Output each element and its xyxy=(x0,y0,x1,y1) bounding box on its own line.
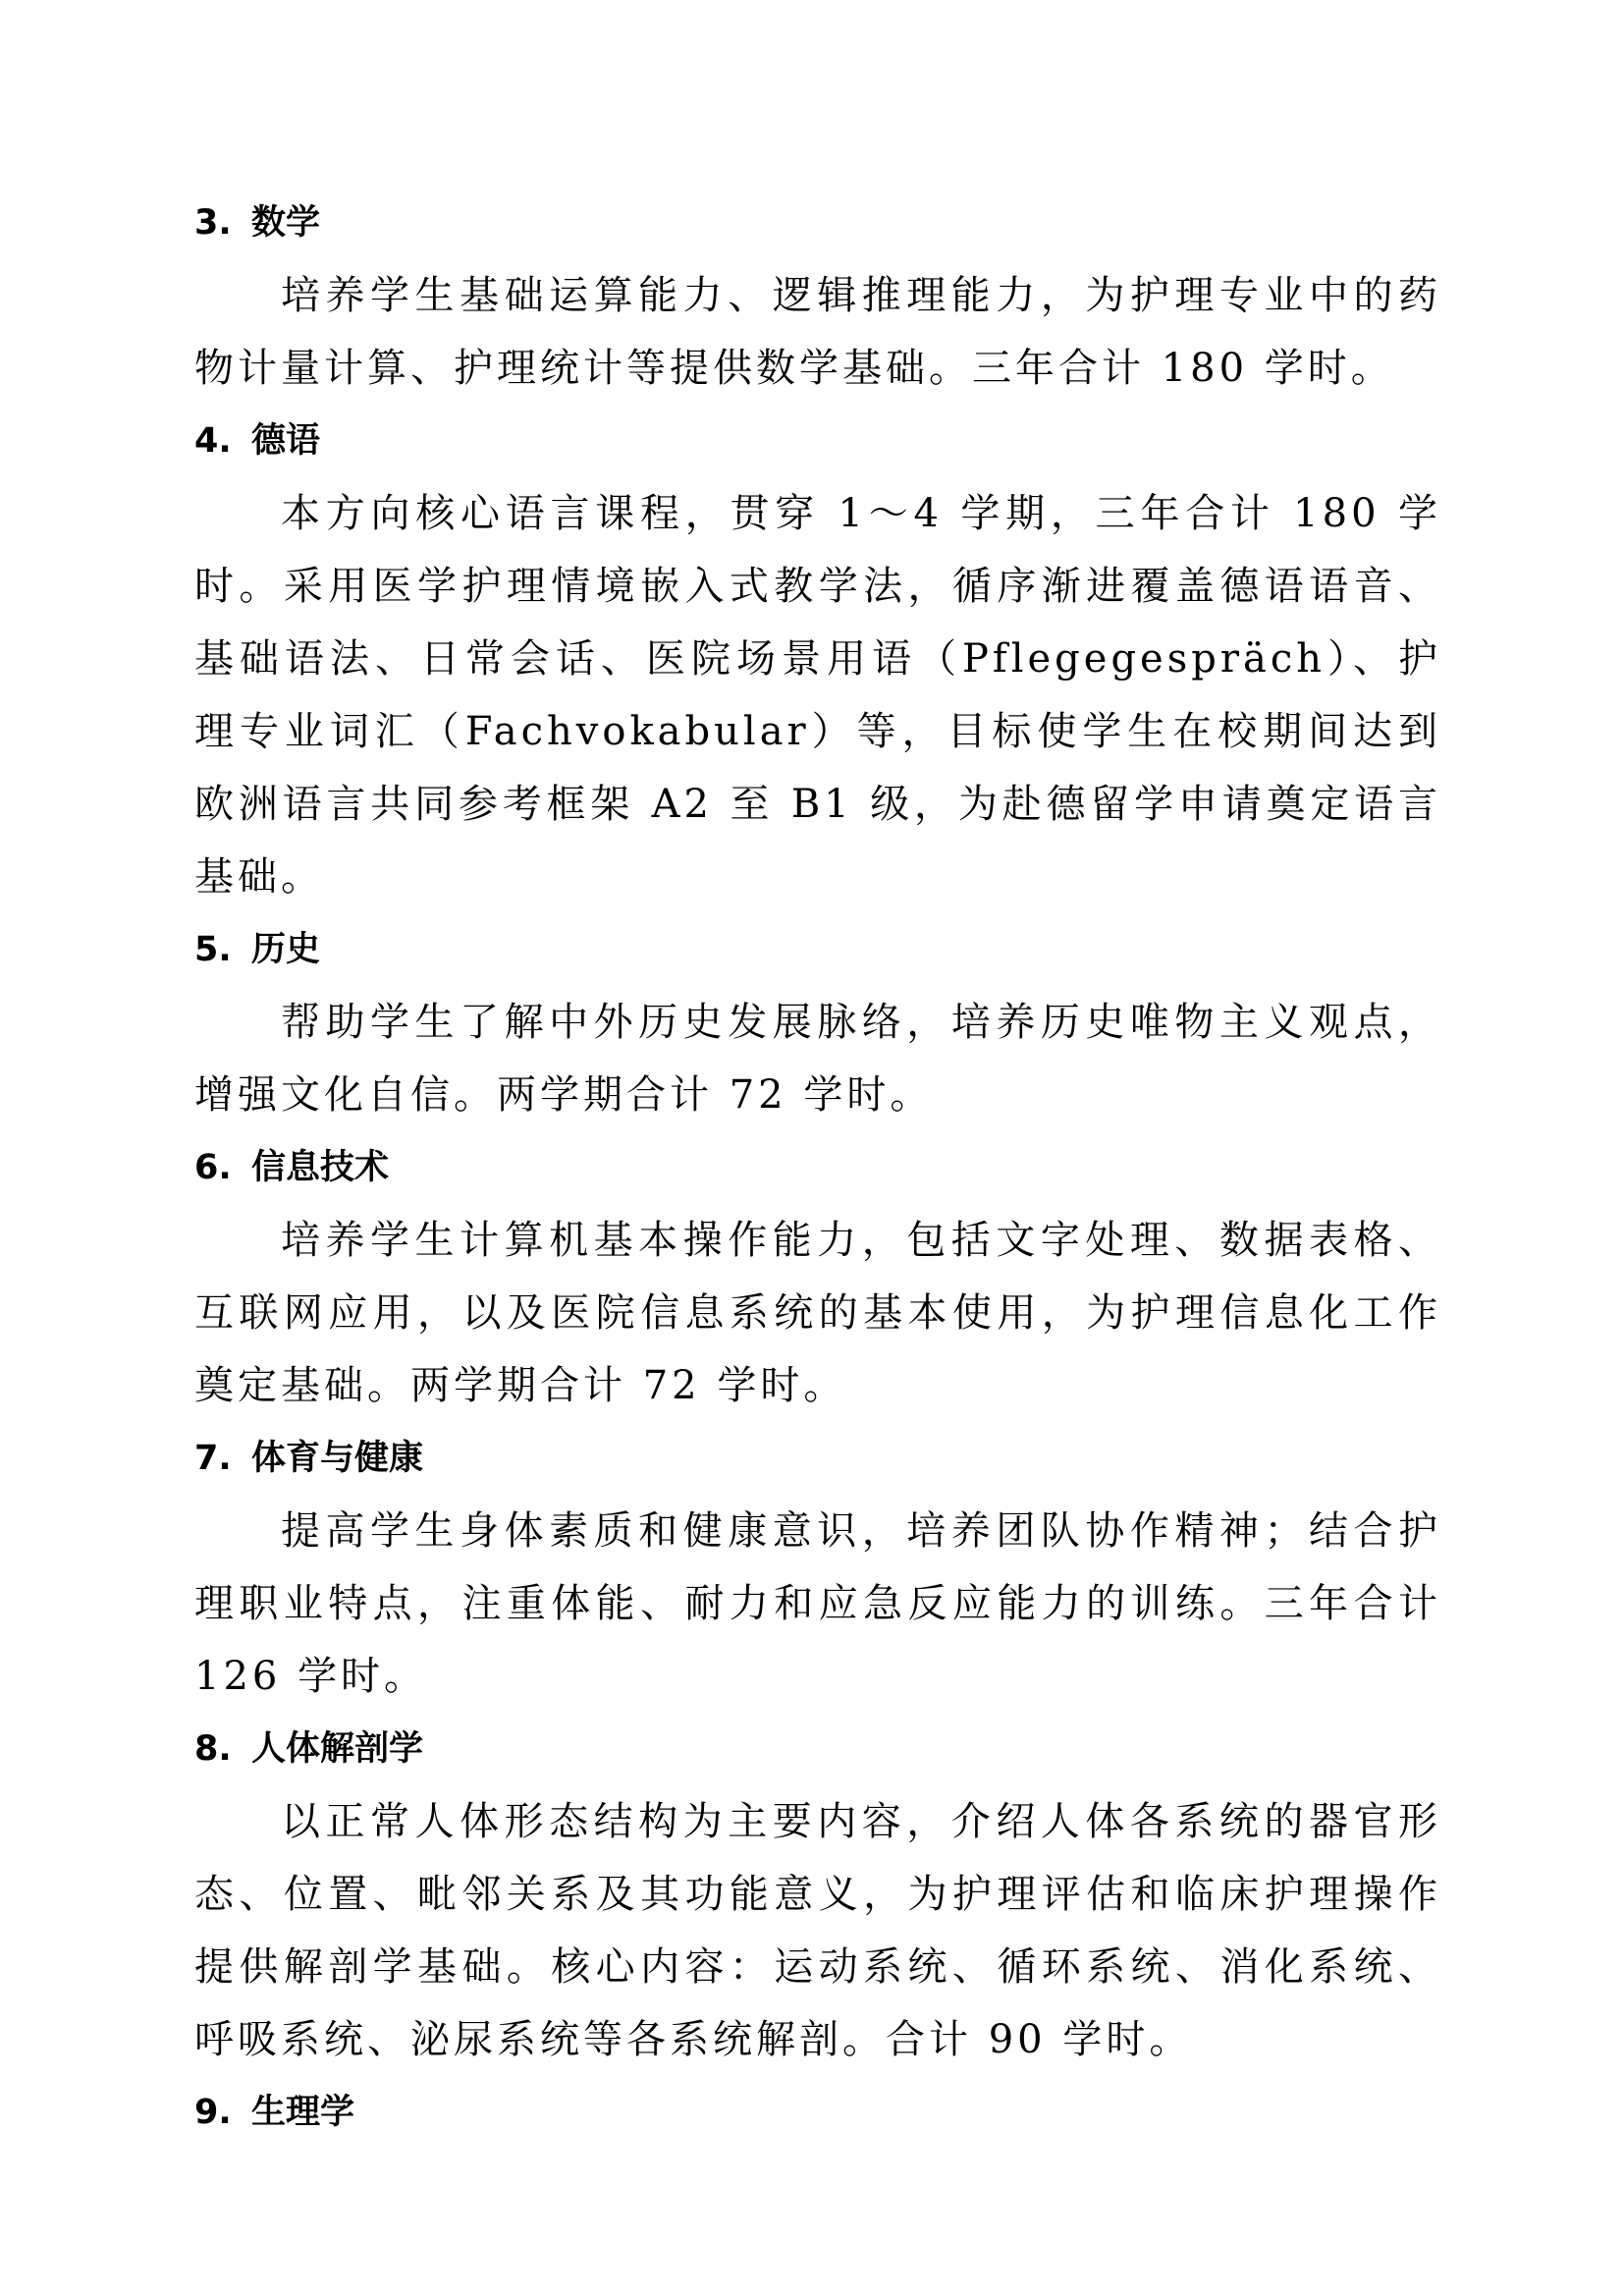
section-heading xyxy=(194,2076,1441,2149)
section-number: 4. xyxy=(194,421,232,461)
section-number: 9. xyxy=(194,2093,232,2132)
section-heading xyxy=(194,1713,1441,1785)
section-title: 体育与健康 xyxy=(251,1439,424,1478)
document-content xyxy=(194,187,1441,2149)
section-title: 信息技术 xyxy=(251,1148,390,1187)
section-body: 培养学生基础运算能力、逻辑推理能力，为护理专业中的药物计量计算、护理统计等提供数学基础。三年合计 180 学时。 xyxy=(194,273,1441,391)
section-heading xyxy=(194,913,1441,986)
section-heading xyxy=(194,1422,1441,1495)
section-number: 5. xyxy=(194,930,232,969)
section-title: 生理学 xyxy=(251,2093,355,2132)
section-heading xyxy=(194,1131,1441,1204)
section-heading xyxy=(194,405,1441,477)
section-heading xyxy=(194,187,1441,259)
section-number: 6. xyxy=(194,1148,232,1187)
section-body: 以正常人体形态结构为主要内容，介绍人体各系统的器官形态、位置、毗邻关系及其功能意义，为护理评估和临床护理操作提供解剖学基础。核心内容：运动系统、循环系统、消化系统、呼吸系统、泌尿系统等各系统解剖。合计 90 学时。 xyxy=(194,1799,1441,2062)
section-title: 德语 xyxy=(251,421,321,461)
section-number: 3. xyxy=(194,203,232,243)
section-number: 8. xyxy=(194,1729,232,1769)
section-title: 历史 xyxy=(251,930,321,969)
section-number: 7. xyxy=(194,1439,232,1478)
section-body: 本方向核心语言课程，贯穿 1～4 学期，三年合计 180 学时。采用医学护理情境嵌入式教学法，循序渐进覆盖德语语音、基础语法、日常会话、医院场景用语（Pflegegespräch）、护理专业词汇（Fachvokabular）等，目标使学生在校期间达到欧洲语言共同参考框架 A2 至 B1 级，为赴德留学申请奠定语言基础。 xyxy=(194,491,1441,900)
section-body: 帮助学生了解中外历史发展脉络，培养历史唯物主义观点，增强文化自信。两学期合计 72 学时。 xyxy=(194,1000,1441,1118)
section-body: 提高学生身体素质和健康意识，培养团队协作精神；结合护理职业特点，注重体能、耐力和应急反应能力的训练。三年合计 126 学时。 xyxy=(194,1508,1441,1699)
section-title: 数学 xyxy=(251,203,321,243)
section-title: 人体解剖学 xyxy=(251,1729,424,1769)
section-body: 培养学生计算机基本操作能力，包括文字处理、数据表格、互联网应用，以及医院信息系统的基本使用，为护理信息化工作奠定基础。两学期合计 72 学时。 xyxy=(194,1218,1441,1408)
